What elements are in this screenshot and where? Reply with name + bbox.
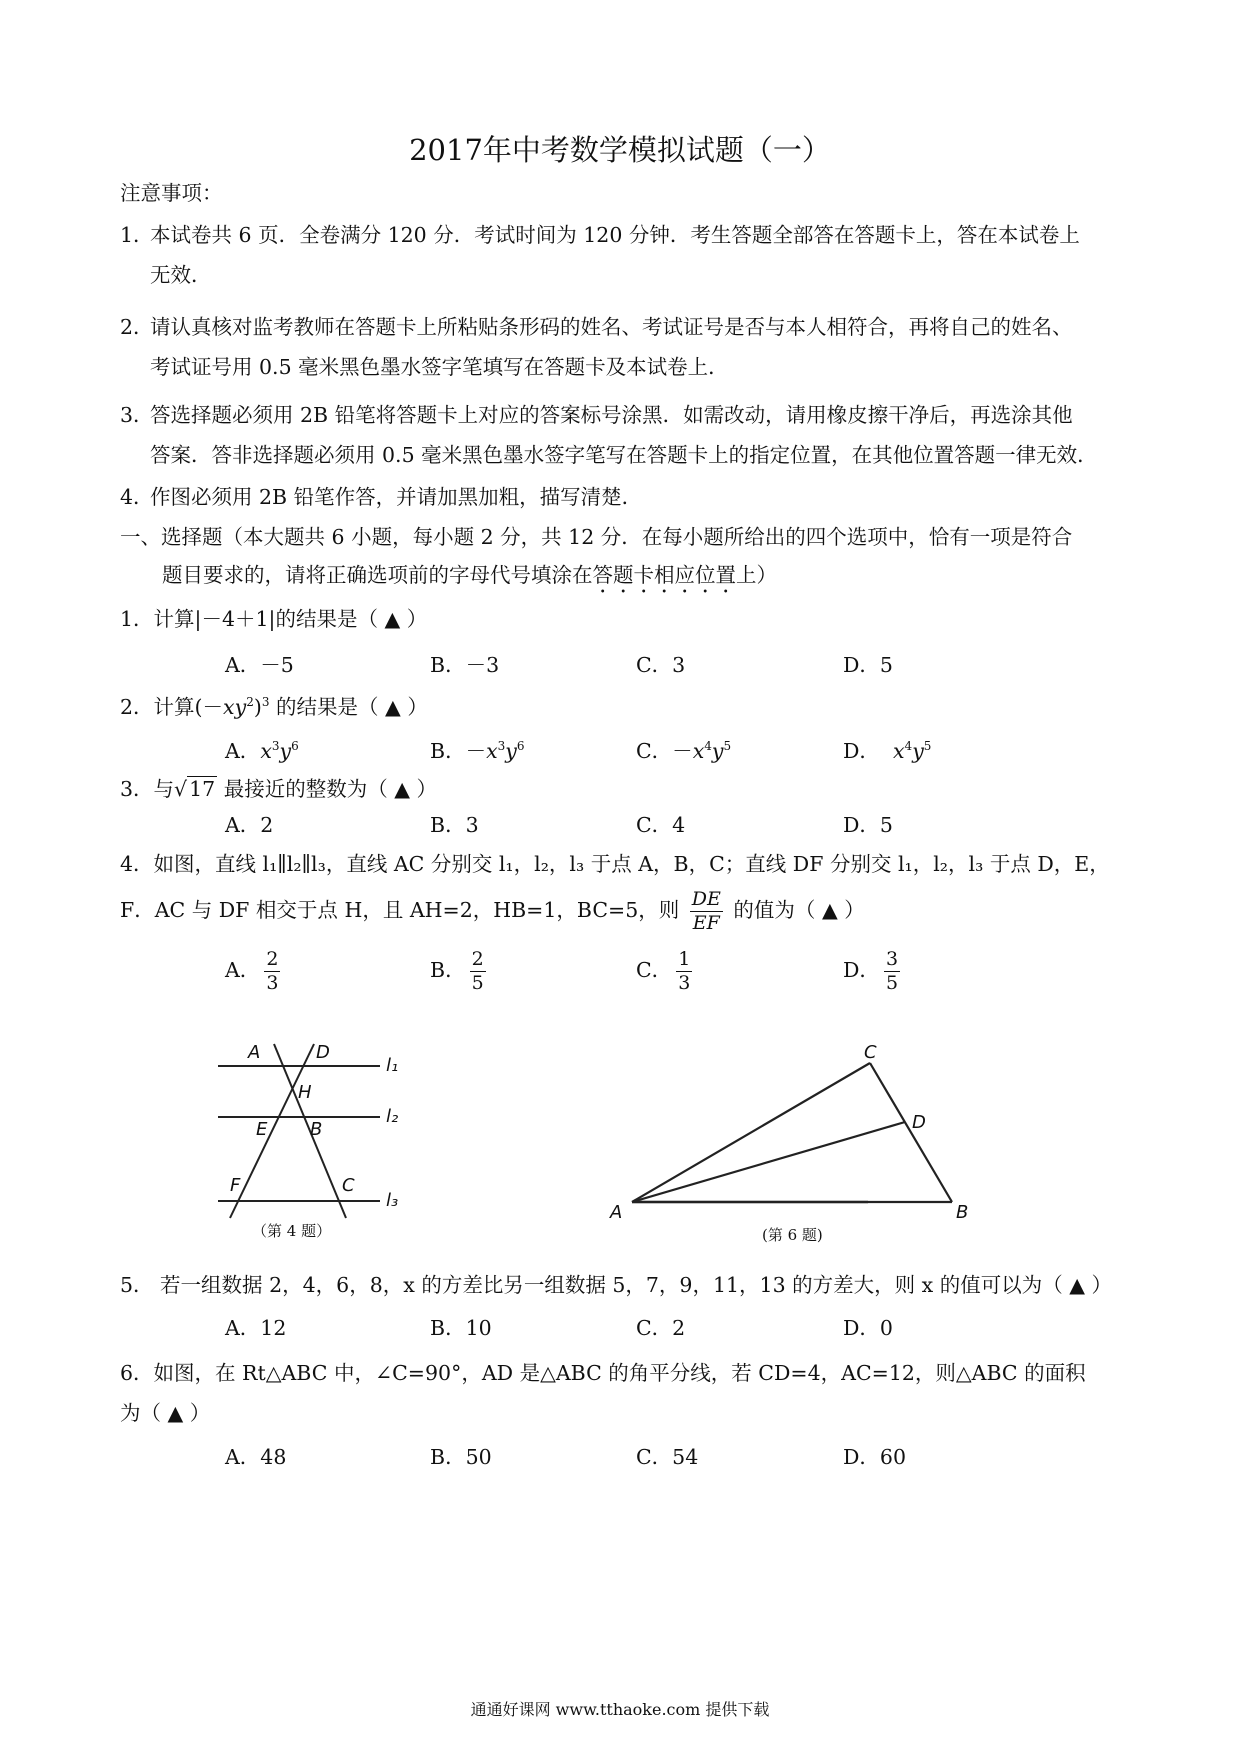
option-b: B．3 <box>430 813 479 837</box>
label-b: B <box>310 1119 323 1140</box>
option-letter: D． <box>843 958 880 982</box>
fraction-de-ef <box>690 890 723 933</box>
option-b <box>430 945 490 995</box>
notice-line: 考试证号用 0.5 毫米黑色墨水签字笔填写在答题卡及本试卷上． <box>150 355 729 379</box>
figure-6-drawing <box>600 1030 980 1245</box>
option-a: A．$x^3y^6$ <box>225 739 299 763</box>
option-letter: A． <box>225 958 261 982</box>
option-d: D． $x^4y^5$ <box>843 739 932 763</box>
option-c: C．3 <box>636 653 686 677</box>
label-c: C <box>342 1175 355 1196</box>
label-h: H <box>298 1082 312 1103</box>
label-l1: l₁ <box>386 1055 399 1076</box>
notice-line: 请认真核对监考教师在答题卡上所粘贴条形码的姓名、考试证号是否与本人相符合，再将自己的姓名、 <box>150 315 1073 339</box>
option-letter: B． <box>430 958 466 982</box>
stem-text: 的值为（ ▲ ） <box>733 898 865 922</box>
bisector-ad <box>632 1122 905 1202</box>
page-title: 2017年中考数学模拟试题（一） <box>409 133 831 167</box>
option-b: B．50 <box>430 1445 492 1469</box>
option-d: D．60 <box>843 1445 907 1469</box>
denominator: EF <box>692 912 720 934</box>
notice-num: 3． <box>120 403 154 427</box>
label-d: D <box>912 1112 926 1133</box>
section-text: 题目要求的，请将正确选项前的字母代号填涂在 <box>162 563 593 587</box>
notice-line: 答选择题必须用 2B 铅笔将答题卡上对应的答案标号涂黑．如需改动，请用橡皮擦干净后，再选涂其他 <box>150 403 1073 427</box>
side-ac <box>632 1063 870 1202</box>
stem-text: 的结果是（ ▲ ） <box>276 695 428 719</box>
notice-line: 作图必须用 2B 铅笔作答，并请加黑加粗，描写清楚． <box>150 485 643 509</box>
notice-line: 本试卷共 6 页．全卷满分 120 分．考试时间为 120 分钟．考生答题全部答在答题卡上，答在本试卷上 <box>150 223 1080 247</box>
question-stem-2 <box>120 885 865 935</box>
option-a <box>225 945 284 995</box>
figure-caption: (第 6 题) <box>762 1226 823 1244</box>
denominator: 3 <box>266 972 279 994</box>
question-stem: 1．计算|－4＋1|的结果是（ ▲ ） <box>120 607 428 631</box>
option-fraction <box>470 950 486 993</box>
label-f: F <box>230 1175 241 1196</box>
label-e: E <box>256 1119 268 1140</box>
radicand: 17 <box>189 777 216 801</box>
numerator: DE <box>691 888 721 910</box>
figure-caption: （第 4 题） <box>252 1222 332 1240</box>
notice-heading: 注意事项： <box>120 181 223 205</box>
option-d <box>843 945 904 995</box>
stem-text: 最接近的整数为（ ▲ ） <box>217 777 438 801</box>
denominator: 5 <box>885 972 899 994</box>
option-fraction <box>884 950 900 993</box>
question-stem <box>120 772 437 802</box>
label-d: D <box>316 1042 330 1063</box>
stem-text: 3．与 <box>120 777 175 801</box>
label-c: C <box>864 1042 877 1063</box>
numerator: 3 <box>885 948 899 970</box>
option-letter: A． <box>225 739 261 763</box>
option-d: D．5 <box>843 653 893 677</box>
section-emphasis: 答题卡相应位置 <box>592 563 736 587</box>
numerator: 2 <box>266 948 279 970</box>
option-d: D．0 <box>843 1316 893 1340</box>
option-letter: B．－ <box>430 739 487 763</box>
numerator: 1 <box>678 948 691 970</box>
label-a: A <box>248 1042 261 1063</box>
label-l3: l₃ <box>386 1190 399 1211</box>
option-c: C．2 <box>636 1316 686 1340</box>
option-b: B．$-x^3y^6$ <box>430 739 525 763</box>
question-stem: 2．计算$(-xy^2)^3$ 的结果是（ ▲ ） <box>120 695 428 719</box>
notice-line: 答案．答非选择题必须用 0.5 毫米黑色墨水签字笔写在答题卡上的指定位置，在其他位置答题一律无效． <box>150 443 1098 467</box>
option-letter: D． <box>843 739 880 763</box>
question-stem: 5． 若一组数据 2，4，6，8，x 的方差比另一组数据 5，7，9，11，13 的方差大，则 x 的值可以为（ ▲ ） <box>120 1273 1113 1297</box>
option-d: D．5 <box>843 813 893 837</box>
option-b: B．－3 <box>430 653 500 677</box>
label-l2: l₂ <box>386 1106 399 1127</box>
figure-4 <box>200 1030 420 1240</box>
section-line <box>162 558 777 598</box>
numerator: 2 <box>471 948 484 970</box>
label-a: A <box>610 1202 623 1223</box>
notice-num: 4． <box>120 485 154 509</box>
notice-line: 无效． <box>150 263 212 287</box>
option-letter: C．－ <box>636 739 693 763</box>
question-stem: 4．如图，直线 l₁∥l₂∥l₃，直线 AC 分别交 l₁，l₂，l₃ 于点 A，B，C；直线 DF 分别交 l₁，l₂，l₃ 于点 D，E， <box>120 852 1110 876</box>
stem-text: 2．计算(－ <box>120 695 224 719</box>
question-stem-2: 为（ ▲ ） <box>120 1401 211 1425</box>
option-a: A．12 <box>225 1316 287 1340</box>
line-df <box>230 1044 314 1218</box>
side-cb <box>870 1063 952 1202</box>
figure-6 <box>600 1030 980 1245</box>
option-c: C．54 <box>636 1445 699 1469</box>
option-letter: C． <box>636 958 673 982</box>
option-c: C．$-x^4y^5$ <box>636 739 732 763</box>
footer-source: 通通好课网 www.tthaoke.com 提供下载 <box>470 1700 770 1719</box>
option-a: A．48 <box>225 1445 287 1469</box>
question-stem: 6．如图，在 Rt△ABC 中，∠C=90°，AD 是△ABC 的角平分线，若 CD=4，AC=12，则△ABC 的面积 <box>120 1361 1086 1385</box>
notice-num: 1． <box>120 223 154 247</box>
section-text: 上） <box>736 563 777 587</box>
option-c <box>636 945 696 995</box>
option-fraction <box>264 950 280 993</box>
option-a: A．－5 <box>225 653 294 677</box>
denominator: 5 <box>471 972 484 994</box>
sqrt-expression: √17 <box>174 777 216 801</box>
option-c: C．4 <box>636 813 686 837</box>
notice-num: 2． <box>120 315 154 339</box>
denominator: 3 <box>678 972 691 994</box>
option-a: A．2 <box>225 813 274 837</box>
stem-text: F．AC 与 DF 相交于点 H，且 AH=2，HB=1，BC=5，则 <box>120 898 680 922</box>
option-b: B．10 <box>430 1316 492 1340</box>
label-b: B <box>956 1202 969 1223</box>
option-fraction <box>676 950 692 993</box>
section-line: 一、选择题（本大题共 6 小题，每小题 2 分，共 12 分．在每小题所给出的四个选项中，恰有一项是符合 <box>120 525 1073 549</box>
